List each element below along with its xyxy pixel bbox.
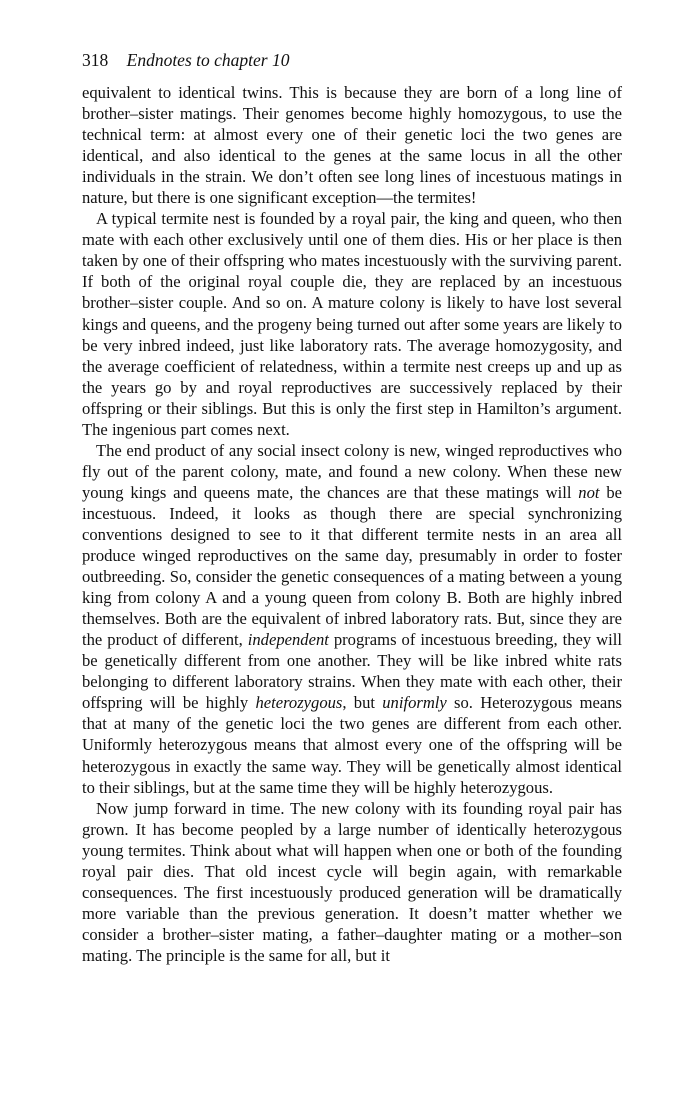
body-text [82, 82, 622, 966]
text-run: , but [342, 693, 383, 713]
running-title: Endnotes to chapter 10 [126, 50, 290, 70]
text-run: The end product of any social insect colony is new, winged reproductives who fly out of the parent colony, mate, and found a new colony. When these new young kings and queens mate, the chances are that these matings will [82, 440, 622, 502]
text-run: A typical termite nest is founded by a royal pair, the king and queen, who then mate with each other exclusively until one of them dies. His or her place is then taken by one of their offspring who mates incestuously with the surviving parent. If both of the original royal couple die, they are replaced by an incestuous brother–sister couple. And so on. A mature colony is likely to have lost several kings and queens, and the progeny being turned out after some years are likely to be very inbred indeed, just like laboratory rats. The average homozygosity, and the average coefficient of relatedness, within a termite nest creeps up and up as the years go by and royal reproductives are successively replaced by their offspring or their siblings. But this is only the first step in Hamilton’s argument. The ingenious part comes next. [82, 209, 622, 439]
paragraph [82, 208, 622, 440]
emphasized-text: uniformly [382, 693, 447, 713]
paragraph [82, 82, 622, 208]
text-run: programs of incestuous breeding, they will be genetically different from one another. They will be like inbred white rats belonging to different laboratory strains. When they mate with each other, their offspring will be highly [82, 630, 622, 713]
page-number: 318 [82, 50, 109, 70]
emphasized-text: independent [247, 630, 329, 650]
paragraph [82, 440, 622, 798]
emphasized-text: heterozygous [255, 693, 343, 713]
text-run: equivalent to identical twins. This is because they are born of a long line of brother–sister matings. Their genomes become highly homozygous, to use the technical term: at almost every one of their genetic loci the two genes are identical, and also identical to the genes at the same locus in all the other individuals in the strain. We don’t often see long lines of incestuous matings in nature, but there is one significant exception—the termites! [82, 83, 622, 208]
text-run: so. Heterozygous means that at many of the genetic loci the two genes are different from each other. Uniformly heterozygous means that almost every one of the offspring will be heterozygous in exactly the same way. They will be genetically almost identical to their siblings, but at the same time they will be highly heterozygous. [82, 693, 622, 797]
book-page [82, 50, 622, 966]
text-run: Now jump forward in time. The new colony with its founding royal pair has grown. It has become peopled by a large number of identically heterozygous young termites. Think about what will happen when one or both of the founding royal pair dies. That old incest cycle will begin again, with remarkable consequences. The first incestuously produced generation will be dramatically more variable than the previous generation. It doesn’t matter whether we consider a brother–sister mating, a father–daughter mating or a mother–son mating. The principle is the same for all, but it [82, 798, 622, 965]
running-head [82, 50, 622, 74]
paragraph [82, 798, 622, 966]
text-run: be incestuous. Indeed, it looks as though there are special synchronizing conventions designed to see to it that different termite nests in an area all produce winged reproductives on the same day, presumably in order to foster outbreeding. So, consider the genetic consequences of a mating between a young king from colony A and a young queen from colony B. Both are highly inbred themselves. Both are the equivalent of inbred laboratory rats. But, since they are the product of different, [82, 482, 622, 650]
emphasized-text: not [578, 482, 600, 502]
